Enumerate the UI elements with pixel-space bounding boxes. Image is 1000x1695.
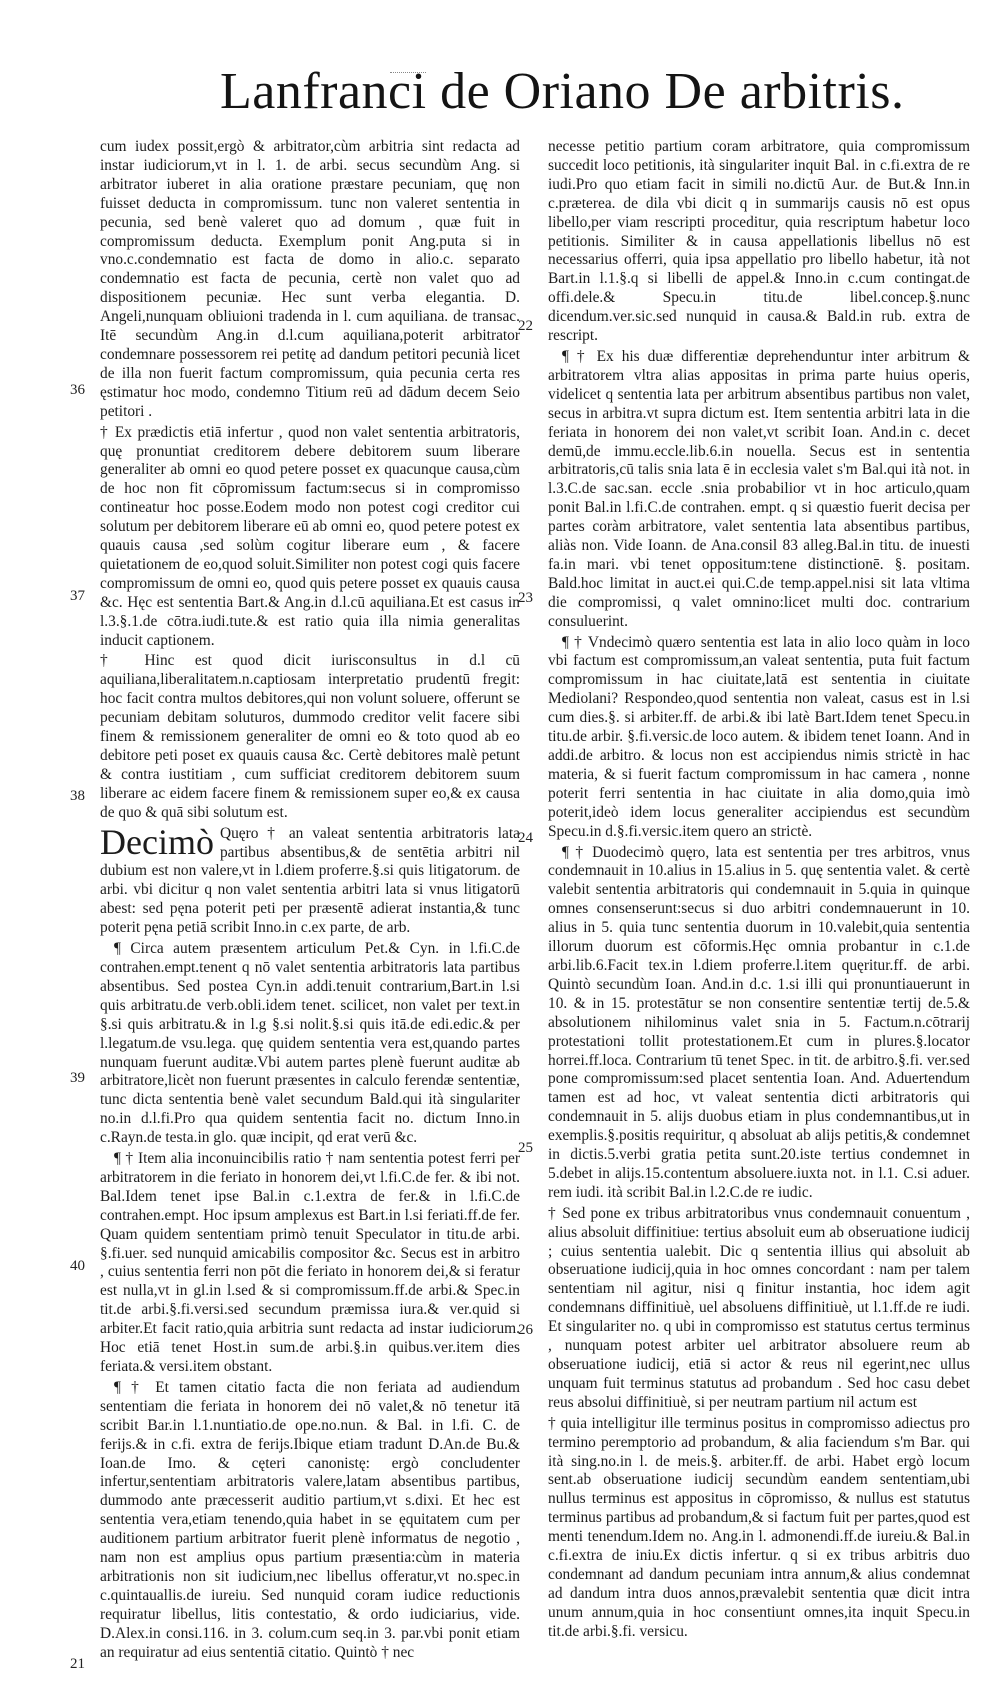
page-header [0,0,1000,140]
left-paragraph-4-text: Quęro † an valeat sententia arbitratoris lata partibus absentibus,& de sentētia arbitri nil dubium est non valere,vt in l.diem proferre.§.si quis litigatorum. de arbi. vbi dicitur q non valet sententia arbitri lata si vnus litigatorū abest: sed pęna poterit peti per præsentē adierat instantia,& tunc poterit pęna petiā scribit Inno.in c.ex parte, de arb. [100,824,520,937]
right-paragraph-3: ¶ † Vndecimò quæro sententia est lata in alio loco quàm in loco vbi factum est compromissum,an valeat sententia, puta fuit factum compromissum in hac ciuitate,latā est sententia in ciuitate Mediolani? Respondeo,quod sententia non valeat, casus est in l.si cum dies.§. si arbiter.ff. de arbi.& ibi latè Bart.Idem tenet Specu.in titu.de arbir. §.fi.versic.de loco autem. & ibidem tenet Ioann. And in addi.de arbitro. & locus non est accipiendus nimis strictè in hac materia, & si fuerit factum compromissum in hac camera , nonne poterit ferri sententia in hac ciuitate in alia domo,quia imò poterit,ideò idem locus generaliter accipiendus est secundùm Specu.in d.§.fi.versic.item quero an strictè. [548,633,970,840]
left-column [100,138,520,1668]
left-paragraph-3: † Hinc est quod dicit iurisconsultus in d.l cū aquiliana,liberalitatem.n.captiosam interpretatio prudentū fregit: hoc facit contra multos debitores,qui non volunt soluere, offerunt se pecuniam debitam soluturos, dummodo creditor velit facere sibi finem & remissionem generaliter de omni eo & toto quod ab eo debitore peti poset ex quauis causa &c. Certè debitores malè petunt & contra iustitiam , cum sufficiat creditorem debitorem suum liberare ac eidem facere finem & remissionem super eo,& ex causa de quo & quā sibi solutum est. [100,652,520,821]
margin-number: 38 [70,788,85,804]
margin-number: 21 [70,1656,85,1672]
margin-number: 25 [518,1140,533,1156]
left-paragraph-2: † Ex prædictis etiā infertur , quod non valet sententia arbitratoris, quę pronuntiat creditorem debere debitorem suum liberare generaliter ab omni eo quod petere posset ex quacunque causa,cùm de hoc non fit cōpromissum factum:secus si in compromisso contineatur hoc posse.Eodem modo non potest cogi creditor cui solutum per debitorem liberare eū ab omni eo, quod petere potest ex quauis causa ,sed solùm cogitur liberare eum , & facere quietationem de eo,quod soluit.Similiter non potest cogi quis facere compromissum de omni eo, quod quis petere posset ex quauis causa &c. Hęc est sententia Bart.& Ang.in d.l.cū aquiliana.Et est casus in l.3.§.1.de cōtra.iudi.tute.& est ratio quia illa nimia generalitas inducit captionem. [100,423,520,649]
left-paragraph-4 [100,821,520,938]
margin-number: 24 [518,830,533,846]
left-paragraph-5: ¶ Circa autem præsentem articulum Pet.& Cyn. in l.fi.C.de contrahen.empt.tenent q nō valet sententia arbitratoris lata partibus absentibus. Sed postea Cyn.in addi.tenuit contrarium,Bart.in l.si quis arbitratu.de verb.obli.idem tenet. scilicet, non valet per text.in §.si quis arbitratu.& in l.g §.si nolit.§.si quis itā.de edi.edic.& per l.legatum.de vsu.lega. quę quidem sententia vera est,quando partes nunquam fuerunt auditæ.Vbi autem partes plenè fuerunt auditæ ab arbitratore,licèt non fuerunt præsentes in calculo ferendæ sententiæ, tunc dicta sententia benè valet secundum Bald.qui ità singulariter no.in d.l.fi.Pro qua quidem sententia facit no. dictum Inno.in c.Rayn.de testa.in glo. quæ incipit, qd erat verū &c. [100,940,520,1147]
margin-number: 37 [70,588,85,604]
right-paragraph-6: † quia intelligitur ille terminus positus in compromisso adiectus pro termino peremptorio ad probandum, & alia faciendum s'm Bar. qui ità sing.no.in l. de meis.§. arbiter.ff. de arbi. Habet ergò locum sent.ab obseruatione iudicij secundùm eandem sententiam,ubi nullus terminus est appositus in cōpromisso, & nullus est statutus terminus partibus ad probandum,& si factum fuit per partes,quod est menti tenendum.Idem no. Ang.in l. admonendi.ff.de iureiu.& Bal.in c.fi.extra de iniu.Ex dictis infertur. q si ex tribus arbitris duo condemnant ad dandum pecuniam intra annum,& alius condemnat ad dandum intra duos annos,prævalebit sententia quæ dicit intra unum annum,quia in hoc consentiunt omnes,ita inquit Specu.in tit.de arbi.§.fi. versicu. [548,1414,970,1640]
margin-number: 23 [518,590,533,606]
margin-number: 39 [70,1070,85,1086]
left-paragraph-6: ¶ † Item alia inconuincibilis ratio † nam sententia potest ferri per arbitratorem in die feriato in honorem dei,vt l.fi.C.de fer. & ibi not. Bal.Idem tenet ipse Bal.in c.1.extra de fer.& in l.fi.C.de contrahen.empt. Hoc ipsum amplexus est Bart.in l.si feriati.ff.de fer. Quam quidem sententiam primò tenuit Speculator in titu.de arbi. §.fi.uer. sed nunquid amicabilis compositor &c. Secus est in arbitro , cuius sententia ferri non pōt die feriato in honorem dei,& si feratur est nulla,vt in gl.in l.sed & si compromissum.ff.de arbi.& Spec.in tit.de arbi.§.fi.versi.sed secundum præmissa iura.& ver.quid si arbiter.Et facit ratio,quia arbitria sunt redacta ad instar iudiciorum. Hoc etiā tenet Host.in sum.de arbi.§.in quibus.ver.item dies feriata.& versi.item obstant. [100,1150,520,1375]
right-paragraph-2: ¶ † Ex his duæ differentiæ deprehenduntur inter arbitrum & arbitratorem vltra alias appositas in prima parte huius operis, videlicet q sententia lata per arbitrum absentibus partibus non valet, secus in arbitra.vt supra dictum est. Item sententia arbitri lata in die feriata in honorem dei non valet,vt scribit Ioan. And.in c. decet demū,de immu.eccle.lib.6.in nouella. Secus est in sententia arbitratoris,cū talis snia lata ē in ecclesia valet s'm Bal.qui ità not. in l.3.C.de sac.san. eccle .snia probabilior vt in hoc articulo,quam ponit Bal.in l.fi.C.de contrahen. empt. q si quæstio fuerit decisa per partes coràm arbitratore, valet sententia lata absentibus partibus, aliàs non. Vide Ioann. de Ana.consil 83 alleg.Bal.in titu. de inuesti fa.in mari. vbi tenet oppositum:tene distinctionē. §. positam. Bald.hoc limitat in auct.ei qui.C.de temp.appel.nisi sit lata vltima die compromissi, q valet omnino:licet multi doc. contrarium consuluerint. [548,347,970,630]
left-paragraph-1: cum iudex possit,ergò & arbitrator,cùm arbitria sint redacta ad instar iudiciorum,vt in l. 1. de arbi. secus secundùm Ang. si arbitrator iuberet in alia oratione præstare pecuniam, quę non fuisset deducta in compromissum. tunc non valeret sententia in pecunia, sed benè valeret quo ad domum , quæ fuit in compromissum deducta. Exemplum ponit Ang.puta si in vno.c.condemnatio est facta de domo in alio.c. separato condemnatio est facta de pecunia, certè non valet quo ad dispositionem pecuniæ. Hec sunt verba elegantia. D. Angeli,nunquam obliuioni tradenda in l. cum aquiliana. de transac. Itē secundùm Ang.in d.l.cum aquiliana,poterit arbitrator condemnare possessorem rei petitę ad dandum petitori pecunià licet de illa non fuerit factum compromissum, quia pecunia certa res ęstimatur hoc modo, condemno Titium reū ad dādum decem Seio petitori . [100,138,520,420]
right-column [548,138,970,1668]
margin-number: 40 [70,1258,85,1274]
right-paragraph-1: necesse petitio partium coram arbitratore, quia compromissum succedit loco petitionis, ità singulariter inquit Bal. in c.fi.extra de re iudi.Pro quo etiam facit in simili no.dictū Aur. de But.& Inn.in c.præterea. de dila vbi dicit q in summarijs causis nō est opus libello,per viam rescripti proceditur, quia rescriptum habetur loco petitionis. Similiter & in causa appellationis libellus nō est necessarius offerri, quia ipsa appellatio pro libello habetur, ità not Bart.in l.1.§.q si libelli de appel.& Inno.in c.cum contingat.de offi.dele.& Specu.in titu.de libel.concep.§.nunc dicendum.ver.sic.sed nunquid in causa.& Bald.in rub. extra de rescript. [548,138,970,345]
running-title: Lanfranci de Oriano De arbitris. [220,63,905,120]
margin-number: 26 [518,1322,533,1338]
drop-initial-word: Decimò [100,821,214,862]
right-paragraph-4: ¶ † Duodecimò quęro, lata est sententia per tres arbitros, vnus condemnauit in 10.alius in 15.alius in 5. quę sententia valet. & certè valebit sententia arbitratoris qui condemnauit in 5.quia in quinque omnes consenserunt:secus si duo arbitri condemnauerunt in 10. alius in 5. quia tunc sententia duorum in 10.valebit,quia sententia illorum duorum est cōformis.Hęc omnia probantur in c.1.de arbi.lib.6.Facit tex.in l.diem proferre.l.item quęritur.ff. de arbi. Quintò secundùm Ioan. And.in d.c. 1.si illi qui pronuntiauerunt in 10. & in 15. protestātur se non consentire sententiæ tertij de.5.& absolutionem nihilominus valet snia in 5. Factum.n.cōtrarij protestationi tollit protestationem.Et cum in plures.§.locator horrei.ff.loca. Contrarium tū tenet Spec. in tit. de arbitro.§.fi. ver.sed pone compromissum:sed placet sententia Ioan. And. Aduertendum tamen est ad hoc, vt valeat sententia dicti arbitratoris qui condemnauit in 5. alijs duobus etiam in plus condemnantibus,ut in exemplis.§.positis requiritur, q absoluat ab alijs petitis,& condemnet in dictis.5.verbi gratia petita sunt.20.iste tertius condemnet in 5.debet in alijs.15.contentum absoluere.iuxta not. in l.1. C.si aduer. rem iudi. ità scribit Bal.in l.2.C.de re iudic. [548,843,970,1201]
margin-number: 22 [518,318,533,334]
margin-number: 36 [70,382,85,398]
right-paragraph-5: † Sed pone ex tribus arbitratoribus vnus condemnauit conuentum , alius absoluit diffinitiue: tertius absoluit eum ab obseruatione iudicij ; cuius sententia ualebit. Dic q sententia illius qui absoluit ab obseruatione iudicij,quia in hoc omnes concordant : nam per talem sententiam nil agitur, nisi q finitur instantia, hoc idem agit condemnans diffinitiuè, uel absoluens diffinitiuè, ut l.1.ff.de re iudi. Et singulariter no. q ubi in compromisso est statutus certus terminus , nunquam potest arbiter uel arbitrator absoluere reum ab obseruatione iudicij, etiā si actor & reus nil egerint,nec ullus unquam fuit terminus statutus ad probandum . Sed hoc casu debet reus absolui diffinitiuè, si per neutram partium nil actum est [548,1204,970,1411]
left-paragraph-7: ¶ † Et tamen citatio facta die non feriata ad audiendum sententiam die feriata in honorem dei nō valet,& nō tenetur itā scribit Bar.in l.1.nuntiatio.de ope.no.nun. & Bal. in l.fi. C. de ferijs.& in c.fi. extra de ferijs.Ibique etiam tradunt D.An.de Bu.& Ioan.de Imo. & cęteri canonistę: ergò concludenter infertur,sententiam arbitratoris valere,latam absentibus partibus, dummodo ante præcesserit auditio partium,vt s.dixi. Et hec est sententia vera,etiam tenendo,quia habet in se ęquitatem cum per auditionem partium arbitrator fuerit plenè informatus de negotio , nam non est amplius opus partium præsentia:cùm in materia arbitrationis non sit iudicium,nec libellus offeratur,vt no.spec.in c.quintauallis.de iureiu. Sed nunquid coram iudice reductionis requiratur libellus, litis contestatio, & ordo iudiciarius, vide. D.Alex.in consi.116. in 3. colum.cum seq.in 3. par.vbi ponit etiam an requiratur ad eius sententiā citatio. Quintò † nec [100,1378,520,1661]
